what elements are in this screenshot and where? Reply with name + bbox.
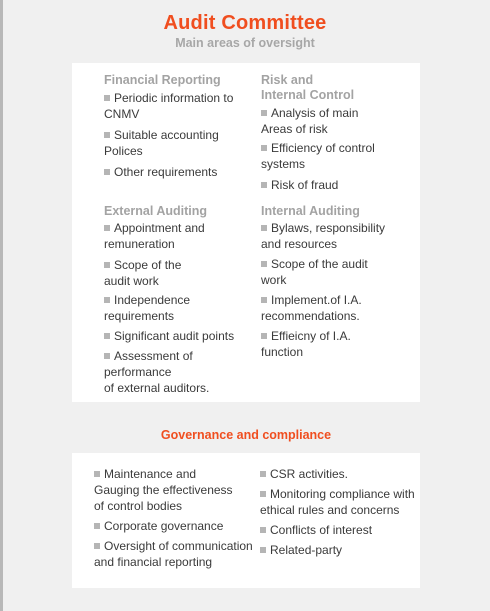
list-item — [104, 127, 264, 159]
list-item — [261, 140, 411, 172]
risk-internal-control-heading: Risk and Internal Control — [261, 73, 355, 102]
list-item-text: Corporate governance — [104, 519, 224, 533]
left-border-rule — [0, 0, 3, 611]
external-auditing-section — [104, 204, 264, 396]
list-item — [261, 177, 411, 193]
list-item — [261, 292, 411, 324]
list-item-text: Implement.of I.A. recommendations. — [261, 293, 362, 323]
list-item — [104, 257, 264, 289]
list-item — [104, 90, 264, 122]
governance-panel — [72, 453, 420, 588]
list-item — [104, 220, 264, 252]
internal-auditing-section — [261, 204, 411, 360]
list-item — [104, 164, 264, 180]
list-item-text: Suitable accounting Polices — [104, 128, 219, 158]
square-bullet-icon — [104, 333, 110, 339]
list-item-text: Conflicts of interest — [270, 523, 373, 537]
financial-reporting-section — [104, 73, 264, 180]
square-bullet-icon — [260, 547, 266, 553]
list-item-text: Efficiency of control systems — [261, 141, 375, 171]
external-auditing-heading: External Auditing — [104, 204, 208, 218]
list-item-text: Bylaws, responsibility and resources — [261, 221, 386, 251]
list-item — [261, 256, 411, 288]
list-item-text: CSR activities. — [270, 467, 349, 481]
square-bullet-icon — [260, 491, 266, 497]
governance-right-column — [260, 466, 418, 558]
list-item-text: Scope of the audit work — [104, 258, 182, 288]
page-subtitle: Main areas of oversight — [175, 36, 315, 50]
risk-internal-control-section — [261, 73, 411, 193]
square-bullet-icon — [104, 95, 110, 101]
square-bullet-icon — [94, 471, 100, 477]
list-item — [94, 466, 264, 514]
list-item-text: Significant audit points — [114, 329, 235, 343]
square-bullet-icon — [261, 261, 267, 267]
external-auditing-list — [104, 220, 264, 396]
list-item-text: Assessment of performance of external auditors. — [104, 349, 210, 395]
square-bullet-icon — [261, 225, 267, 231]
list-item-text: Maintenance and Gauging the effectiveness of control bodies — [94, 467, 233, 513]
square-bullet-icon — [261, 297, 267, 303]
list-item-text: Monitoring compliance with ethical rules and concerns — [260, 487, 415, 517]
square-bullet-icon — [261, 145, 267, 151]
list-item — [94, 538, 264, 570]
internal-auditing-list — [261, 220, 411, 360]
square-bullet-icon — [94, 523, 100, 529]
square-bullet-icon — [260, 527, 266, 533]
list-item — [260, 466, 418, 482]
list-item-text: Periodic information to CNMV — [104, 91, 234, 121]
financial-reporting-list — [104, 90, 264, 180]
governance-heading: Governance and compliance — [160, 428, 332, 442]
governance-left-column — [94, 466, 264, 570]
risk-internal-control-list — [261, 105, 411, 193]
list-item-text: Scope of the audit work — [261, 257, 368, 287]
list-item-text: Other requirements — [114, 165, 218, 179]
governance-right-list — [260, 466, 418, 558]
list-item — [104, 292, 264, 324]
internal-auditing-heading: Internal Auditing — [261, 204, 360, 218]
list-item-text: Risk of fraud — [271, 178, 339, 192]
list-item — [104, 348, 264, 396]
square-bullet-icon — [104, 262, 110, 268]
square-bullet-icon — [94, 543, 100, 549]
list-item — [261, 105, 411, 137]
list-item-text: Effieicny of I.A. function — [261, 329, 351, 359]
governance-left-list — [94, 466, 264, 570]
list-item-text: Independence requirements — [104, 293, 191, 323]
list-item — [260, 542, 418, 558]
list-item — [261, 220, 411, 252]
financial-reporting-heading: Financial Reporting — [104, 73, 221, 87]
list-item-text: Oversight of communication and financial reporting — [94, 539, 253, 569]
list-item — [260, 522, 418, 538]
oversight-panel — [72, 63, 420, 402]
list-item-text: Related-party — [270, 543, 343, 557]
square-bullet-icon — [104, 225, 110, 231]
list-item-text: Appointment and remuneration — [104, 221, 205, 251]
list-item — [261, 328, 411, 360]
square-bullet-icon — [261, 182, 267, 188]
square-bullet-icon — [260, 471, 266, 477]
square-bullet-icon — [104, 297, 110, 303]
square-bullet-icon — [104, 132, 110, 138]
square-bullet-icon — [104, 353, 110, 359]
page-title: Audit Committee — [163, 12, 327, 34]
list-item — [94, 518, 264, 534]
list-item — [260, 486, 418, 518]
list-item-text: Analysis of main Areas of risk — [261, 106, 359, 136]
square-bullet-icon — [261, 110, 267, 116]
square-bullet-icon — [104, 169, 110, 175]
list-item — [104, 328, 264, 344]
square-bullet-icon — [261, 333, 267, 339]
